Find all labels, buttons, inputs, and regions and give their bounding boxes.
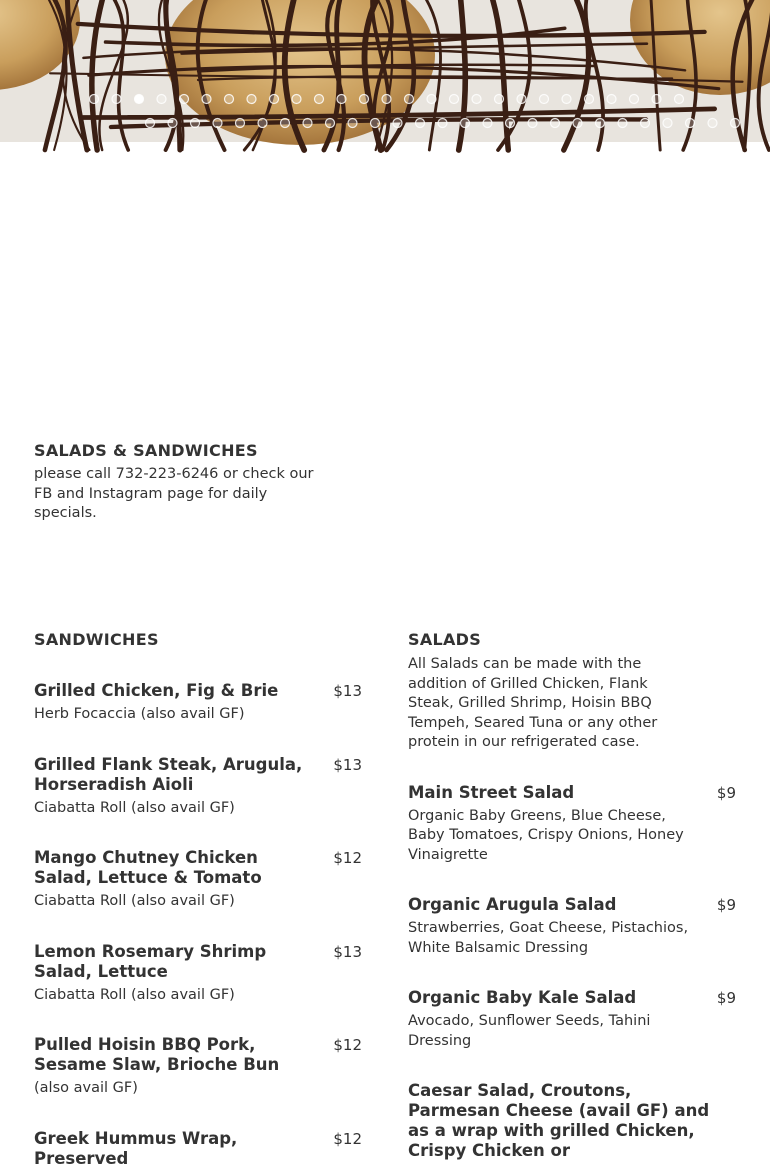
menu-item <box>34 848 364 912</box>
slider-dot[interactable] <box>607 95 616 104</box>
slider-dot[interactable] <box>281 119 290 128</box>
slider-dot[interactable] <box>393 119 402 128</box>
menu-item-price: $13 <box>333 942 362 961</box>
menu-category-title: SALADS & SANDWICHES <box>34 441 258 460</box>
menu-item-description: (also avail GF) <box>34 1080 138 1096</box>
slider-dot[interactable] <box>292 95 301 104</box>
slider-dot[interactable] <box>438 119 447 128</box>
menu-item-description: Strawberries, Goat Cheese, Pistachios, White Balsamic Dressing <box>408 920 689 956</box>
menu-item <box>408 783 738 866</box>
slider-dot[interactable] <box>168 119 177 128</box>
slider-dot[interactable] <box>506 119 515 128</box>
slider-dot[interactable] <box>517 95 526 104</box>
slider-dot[interactable] <box>540 95 549 104</box>
menu-item <box>34 942 364 1006</box>
slider-dot[interactable] <box>135 95 144 104</box>
menu-item <box>34 1129 364 1169</box>
menu-intro <box>34 441 334 524</box>
slider-dot[interactable] <box>675 95 684 104</box>
menu-item-description: Ciabatta Roll (also avail GF) <box>34 799 235 816</box>
menu-item-name: Caesar Salad, Croutons, Parmesan Cheese (avail GF) and as a wrap with grilled Chicken, Crispy Chicken or <box>408 1081 710 1160</box>
slider-dot[interactable] <box>315 95 324 104</box>
slider-dot[interactable] <box>247 95 256 104</box>
slider-dot[interactable] <box>573 119 582 128</box>
menu-item-description: Organic Baby Greens, Blue Cheese, Baby Tomatoes, Crispy Onions, Honey Vinaigrette <box>408 807 684 863</box>
menu-item <box>34 681 364 725</box>
menu-item-name: Lemon Rosemary Shrimp Salad, Lettuce <box>34 941 267 981</box>
menu-item-price: $12 <box>333 1129 362 1148</box>
salads-section <box>408 630 738 1161</box>
slider-dot[interactable] <box>180 95 189 104</box>
sandwiches-section <box>34 630 364 1169</box>
slider-dot[interactable] <box>641 119 650 128</box>
salads-protein-note: All Salads can be made with the addition of Grilled Chicken, Flank Steak, Grilled Shrimp, Hoisin BBQ Tempeh, Seared Tuna or any other protein in our refrigerated case. <box>408 656 658 750</box>
menu-item-price: $12 <box>333 1036 362 1054</box>
slider-dot[interactable] <box>731 119 740 128</box>
menu-item <box>408 1081 738 1161</box>
slider-dot[interactable] <box>258 119 267 128</box>
hero-photo-graphic <box>0 0 770 142</box>
slider-dot[interactable] <box>686 119 695 128</box>
slider-dot[interactable] <box>708 119 717 128</box>
menu-item <box>34 1035 364 1099</box>
slider-dot[interactable] <box>146 119 155 128</box>
menu-item-price: $9 <box>716 989 736 1007</box>
menu-item-name: Greek Hummus Wrap, Preserved <box>34 1128 238 1168</box>
slider-dot[interactable] <box>112 95 121 104</box>
slider-dot[interactable] <box>191 119 200 128</box>
menu-item-price: $9 <box>716 783 736 802</box>
slider-dot[interactable] <box>562 95 571 104</box>
slider-dot[interactable] <box>663 119 672 128</box>
slider-dot[interactable] <box>157 95 166 104</box>
menu-item <box>408 895 738 958</box>
menu-item-price: $12 <box>333 849 362 867</box>
slider-dot[interactable] <box>528 119 537 128</box>
menu-item-description: Herb Focaccia (also avail GF) <box>34 706 245 722</box>
slider-dot[interactable] <box>371 119 380 128</box>
menu-item-price: $13 <box>333 682 362 700</box>
slider-dot[interactable] <box>405 95 414 104</box>
slider-dot[interactable] <box>472 95 481 104</box>
slider-dot[interactable] <box>326 119 335 128</box>
slider-dot[interactable] <box>348 119 357 128</box>
menu-item-name: Mango Chutney Chicken Salad, Lettuce & Tomato <box>34 848 262 887</box>
menu-item-description: Ciabatta Roll (also avail GF) <box>34 986 235 1003</box>
slider-dot[interactable] <box>303 119 312 128</box>
slider-dot[interactable] <box>630 95 639 104</box>
menu-item-name: Organic Baby Kale Salad <box>408 988 637 1007</box>
menu-item-price: $13 <box>333 755 362 774</box>
menu-item <box>34 755 364 819</box>
slider-dot[interactable] <box>596 119 605 128</box>
slider-dot[interactable] <box>585 95 594 104</box>
slider-dot[interactable] <box>427 95 436 104</box>
slider-dot[interactable] <box>337 95 346 104</box>
slider-dot[interactable] <box>450 95 459 104</box>
slider-dot[interactable] <box>652 95 661 104</box>
slider-dot[interactable] <box>225 95 234 104</box>
menu-item <box>408 988 738 1051</box>
slider-dot[interactable] <box>495 95 504 104</box>
menu-item-price: $9 <box>716 896 736 914</box>
menu-item-description: Avocado, Sunflower Seeds, Tahini Dressing <box>408 1013 651 1049</box>
slider-dot[interactable] <box>461 119 470 128</box>
slider-dot[interactable] <box>416 119 425 128</box>
menu-item-name: Main Street Salad <box>408 782 575 802</box>
slider-dot[interactable] <box>483 119 492 128</box>
menu-item-name: Grilled Flank Steak, Arugula, Horseradish Aioli <box>34 754 303 794</box>
slider-dot[interactable] <box>382 95 391 104</box>
slider-dot[interactable] <box>360 95 369 104</box>
slider-dot[interactable] <box>90 95 99 104</box>
salads-title: SALADS <box>408 630 482 649</box>
slider-dot[interactable] <box>236 119 245 128</box>
slider-dot[interactable] <box>270 95 279 104</box>
hero-image <box>0 0 770 142</box>
slider-dot[interactable] <box>202 95 211 104</box>
daily-specials-note: please call 732-223-6246 or check our FB and Instagram page for daily specials. <box>34 466 314 521</box>
slider-dot[interactable] <box>213 119 222 128</box>
slider-dot[interactable] <box>551 119 560 128</box>
menu-item-name: Organic Arugula Salad <box>408 895 617 914</box>
sandwiches-title: SANDWICHES <box>34 630 159 649</box>
menu-item-description: Ciabatta Roll (also avail GF) <box>34 893 235 909</box>
menu-item-name: Grilled Chicken, Fig & Brie <box>34 681 279 700</box>
menu-item-name: Pulled Hoisin BBQ Pork, Sesame Slaw, Brioche Bun <box>34 1035 280 1074</box>
slider-dot[interactable] <box>618 119 627 128</box>
